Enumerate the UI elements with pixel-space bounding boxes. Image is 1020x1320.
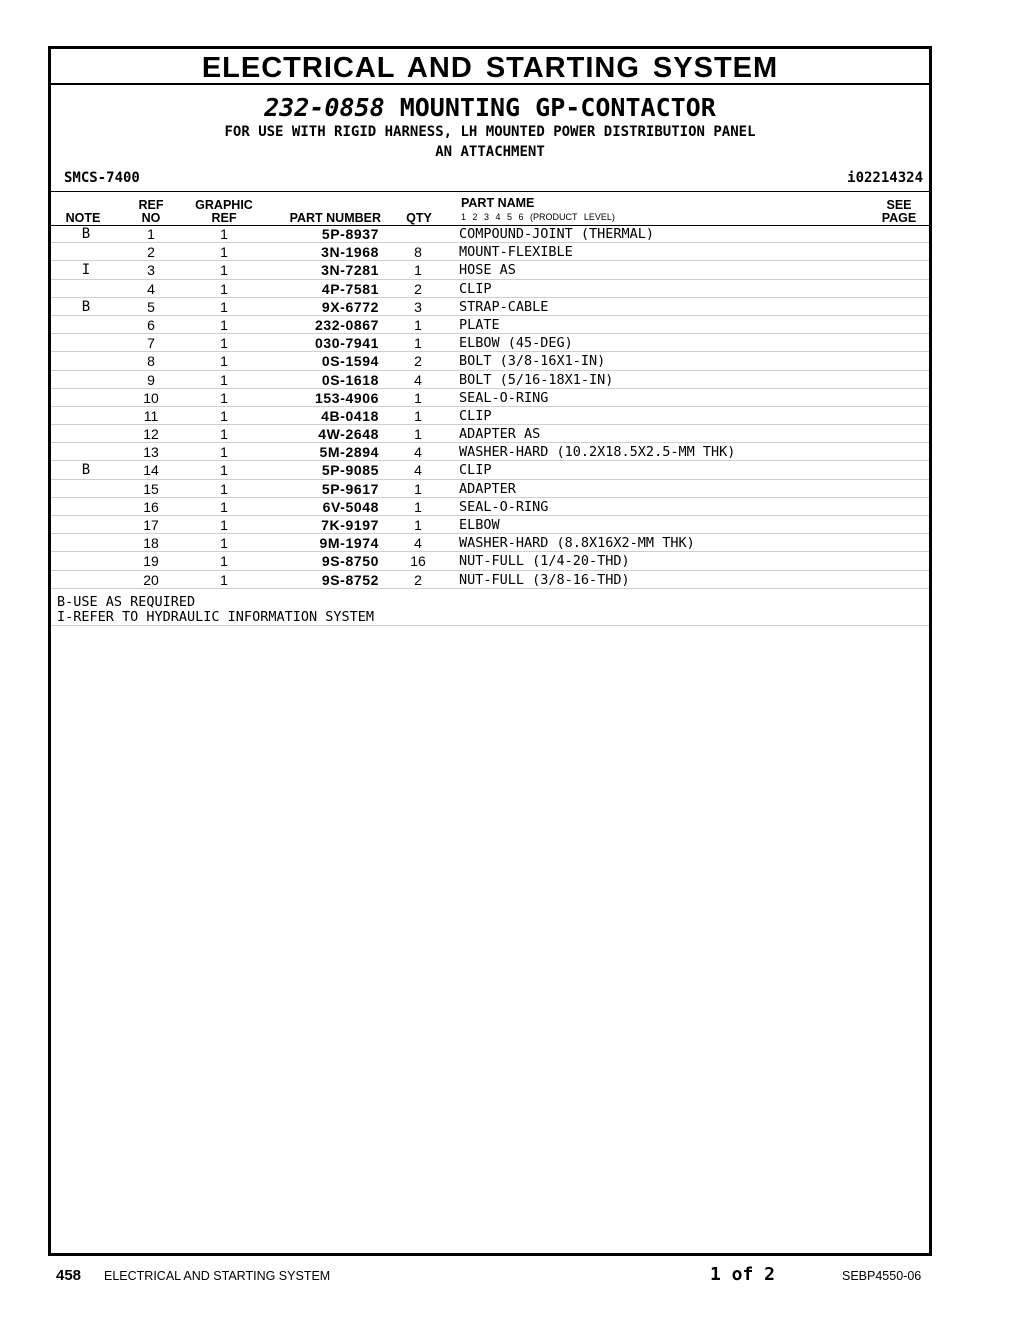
part-number: 030-7941: [315, 335, 379, 352]
col-header-see-page: [877, 199, 921, 225]
quantity: 1: [414, 498, 422, 515]
graphic-ref: 1: [220, 298, 228, 315]
part-name: BOLT (5/16-18X1-IN): [459, 371, 614, 388]
graphic-ref: 1: [220, 535, 228, 552]
table-row: [51, 352, 929, 370]
header-top-rule: [51, 191, 929, 192]
group-subtitle-2: AN ATTACHMENT: [435, 144, 545, 160]
ref-number: 8: [147, 353, 155, 370]
quantity: 2: [414, 571, 422, 588]
graphic-ref: 1: [220, 571, 228, 588]
table-row: [51, 334, 929, 352]
part-number: 153-4906: [315, 389, 379, 406]
part-name: CLIP: [459, 462, 492, 479]
quantity: 2: [414, 353, 422, 370]
part-number: 5P-8937: [321, 226, 379, 242]
part-note: B: [81, 226, 91, 242]
col-header-part-name: PART NAME: [461, 196, 535, 210]
ref-number: 2: [147, 244, 155, 261]
ref-number: 15: [143, 480, 159, 497]
ref-number: 20: [143, 571, 159, 588]
graphic-ref: 1: [220, 353, 228, 370]
footer-system-name: ELECTRICAL AND STARTING SYSTEM: [104, 1269, 331, 1283]
group-title: [51, 93, 929, 122]
part-name: STRAP-CABLE: [459, 298, 549, 315]
quantity: 4: [414, 371, 422, 388]
ref-number: 13: [143, 444, 159, 461]
col-header-ref-line2: NO: [141, 211, 161, 225]
col-header-note: NOTE: [65, 211, 101, 225]
table-row: [51, 443, 929, 461]
col-header-see-line2: PAGE: [881, 211, 917, 225]
graphic-ref: 1: [220, 371, 228, 388]
part-name: ELBOW: [459, 517, 500, 533]
graphic-ref: 1: [220, 407, 228, 424]
table-row: [51, 516, 929, 534]
part-note: I: [81, 262, 91, 279]
part-name: PLATE: [459, 316, 500, 333]
quantity: 1: [414, 480, 422, 497]
quantity: 1: [414, 262, 422, 279]
col-header-ref: [131, 199, 171, 225]
ref-number: 5: [147, 298, 155, 315]
part-name: BOLT (3/8-16X1-IN): [459, 353, 606, 370]
part-name: WASHER-HARD (10.2X18.5X2.5-MM THK): [459, 444, 736, 461]
quantity: 1: [414, 407, 422, 424]
part-number: 5P-9085: [321, 462, 379, 479]
graphic-ref: 1: [220, 498, 228, 515]
quantity: 1: [414, 517, 422, 533]
part-name: NUT-FULL (1/4-20-THD): [459, 553, 630, 570]
table-row: [51, 534, 929, 552]
part-note: B: [81, 298, 91, 315]
quantity: 16: [410, 553, 426, 570]
note-b: B-USE AS REQUIRED: [57, 594, 196, 610]
footer-doc-id: SEBP4550-06: [842, 1269, 922, 1283]
table-row: [51, 571, 929, 589]
part-name: ELBOW (45-DEG): [459, 335, 573, 352]
graphic-ref: 1: [220, 262, 228, 279]
parts-page-frame: [48, 46, 932, 1256]
quantity: 8: [414, 244, 422, 261]
graphic-ref: 1: [220, 389, 228, 406]
quantity: 4: [414, 535, 422, 552]
ref-number: 17: [143, 517, 159, 533]
part-number: 9S-8752: [321, 571, 379, 588]
table-row: [51, 243, 929, 261]
quantity: 1: [414, 426, 422, 443]
part-name: COMPOUND-JOINT (THERMAL): [459, 226, 655, 242]
system-title: ELECTRICAL AND STARTING SYSTEM: [51, 49, 929, 85]
ref-number: 19: [143, 553, 159, 570]
part-name: CLIP: [459, 280, 492, 297]
col-header-part-number: PART NUMBER: [289, 211, 381, 225]
ref-number: 11: [143, 407, 159, 424]
ref-number: 16: [143, 498, 159, 515]
illustration-id: i02214324: [847, 170, 923, 186]
graphic-ref: 1: [220, 480, 228, 497]
ref-number: 10: [143, 389, 159, 406]
quantity: 1: [414, 316, 422, 333]
col-header-ref-line1: REF: [138, 198, 164, 212]
group-name: MOUNTING GP-CONTACTOR: [399, 93, 716, 122]
quantity: 1: [414, 335, 422, 352]
part-number: 9S-8750: [321, 553, 379, 570]
part-note: B: [81, 462, 91, 479]
quantity: 2: [414, 280, 422, 297]
graphic-ref: 1: [220, 426, 228, 443]
table-row: [51, 480, 929, 498]
footer-page-number: 458: [56, 1267, 82, 1284]
part-name: CLIP: [459, 407, 492, 424]
note-i: I-REFER TO HYDRAULIC INFORMATION SYSTEM: [57, 609, 374, 625]
part-number: 4W-2648: [318, 426, 379, 443]
col-header-graphic-line1: GRAPHIC: [195, 198, 253, 212]
parts-table: [51, 225, 929, 589]
ref-number: 6: [147, 316, 155, 333]
part-name: HOSE AS: [459, 262, 516, 279]
ref-number: 18: [143, 535, 159, 552]
ref-number: 9: [147, 371, 155, 388]
part-number: 6V-5048: [322, 498, 379, 515]
quantity: 1: [414, 389, 422, 406]
part-number: 3N-1968: [321, 244, 379, 261]
table-row: [51, 425, 929, 443]
graphic-ref: 1: [220, 280, 228, 297]
graphic-ref: 1: [220, 335, 228, 352]
graphic-ref: 1: [220, 462, 228, 479]
ref-number: 1: [147, 226, 155, 242]
table-row: [51, 316, 929, 334]
part-number: 0S-1594: [321, 353, 379, 370]
graphic-ref: 1: [220, 244, 228, 261]
ref-number: 3: [147, 262, 155, 279]
ref-number: 4: [147, 280, 155, 297]
part-name: SEAL-O-RING: [459, 498, 549, 515]
notes-section: [57, 595, 374, 625]
col-header-qty: QTY: [406, 211, 432, 225]
col-header-see-line1: SEE: [886, 198, 912, 212]
table-row: [51, 225, 929, 243]
table-row: [51, 552, 929, 570]
graphic-ref: 1: [220, 517, 228, 533]
graphic-ref: 1: [220, 226, 228, 242]
part-number: 0S-1618: [321, 371, 379, 388]
footer-page-of: 1 of 2: [710, 1264, 776, 1285]
part-number: 3N-7281: [321, 262, 379, 279]
col-header-graphic-ref: [189, 199, 259, 225]
table-row: [51, 371, 929, 389]
table-row: [51, 389, 929, 407]
part-number: 4P-7581: [321, 280, 379, 297]
table-row: [51, 461, 929, 479]
part-number: 232-0867: [315, 316, 379, 333]
col-header-product-levels: 1 2 3 4 5 6 (PRODUCT LEVEL): [461, 212, 615, 222]
table-row: [51, 407, 929, 425]
graphic-ref: 1: [220, 316, 228, 333]
col-header-graphic-line2: REF: [211, 211, 237, 225]
part-name: SEAL-O-RING: [459, 389, 549, 406]
table-row: [51, 280, 929, 298]
group-subtitle-1: FOR USE WITH RIGID HARNESS, LH MOUNTED POWER DISTRIBUTION PANEL: [224, 124, 756, 140]
part-number: 9M-1974: [319, 535, 379, 552]
part-name: NUT-FULL (3/8-16-THD): [459, 571, 630, 588]
ref-number: 14: [143, 462, 159, 479]
graphic-ref: 1: [220, 444, 228, 461]
part-number: 9X-6772: [321, 298, 379, 315]
smcs-code: SMCS-7400: [64, 170, 140, 186]
part-number: 4B-0418: [321, 407, 379, 424]
ref-number: 7: [147, 335, 155, 352]
group-number: 232-0858: [264, 93, 385, 122]
graphic-ref: 1: [220, 553, 228, 570]
part-number: 7K-9197: [321, 517, 379, 533]
part-name: ADAPTER: [459, 480, 516, 497]
part-name: WASHER-HARD (8.8X16X2-MM THK): [459, 535, 695, 552]
part-name: MOUNT-FLEXIBLE: [459, 244, 573, 261]
part-name: ADAPTER AS: [459, 426, 541, 443]
table-row: [51, 498, 929, 516]
notes-rule: [51, 625, 929, 626]
table-row: [51, 298, 929, 316]
ref-number: 12: [143, 426, 159, 443]
part-number: 5M-2894: [319, 444, 379, 461]
quantity: 4: [414, 444, 422, 461]
quantity: 3: [414, 298, 422, 315]
part-number: 5P-9617: [321, 480, 379, 497]
quantity: 4: [414, 462, 422, 479]
table-row: [51, 261, 929, 279]
